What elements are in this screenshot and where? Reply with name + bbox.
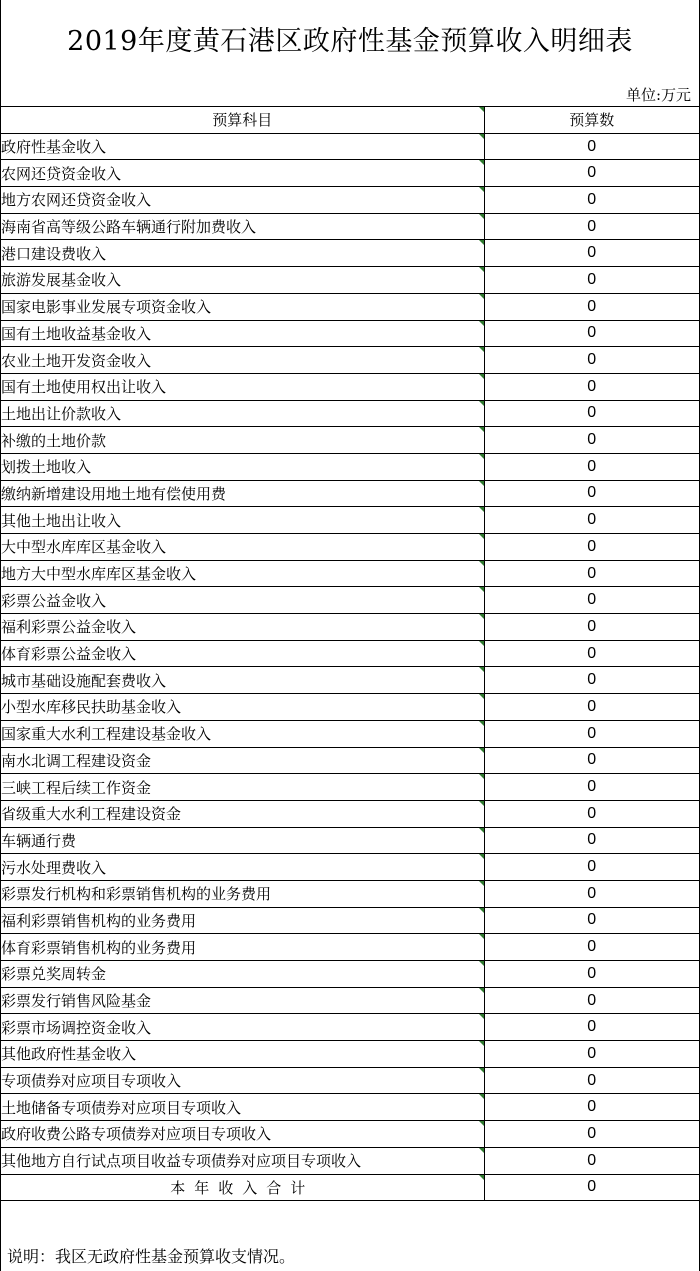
amount-value: 0 (587, 404, 597, 422)
amount-cell[interactable] (484, 320, 699, 347)
amount-value: 0 (587, 564, 597, 582)
subject-name: 大中型水库库区基金收入 (1, 538, 167, 557)
amount-cell[interactable] (484, 961, 699, 988)
amount-value: 0 (587, 324, 597, 342)
amount-cell[interactable] (484, 854, 699, 881)
subject-cell[interactable] (1, 720, 484, 747)
subject-name: 彩票发行销售风险基金 (1, 992, 152, 1011)
amount-value: 0 (587, 1098, 597, 1116)
subject-name: 其他政府性基金收入 (1, 1045, 137, 1064)
subject-cell[interactable] (1, 614, 484, 641)
total-label: 本年收入合计 (170, 1178, 315, 1197)
cell-marker-icon (479, 374, 484, 379)
subject-cell[interactable] (1, 640, 484, 667)
amount-cell[interactable] (484, 400, 699, 427)
cell-marker-icon (479, 961, 484, 966)
cell-marker-icon (479, 214, 484, 219)
subject-cell[interactable] (1, 1121, 484, 1148)
subject-cell[interactable] (1, 827, 484, 854)
cell-marker-icon (479, 694, 484, 699)
subject-name: 港口建设费收入 (1, 244, 107, 263)
cell-marker-icon (479, 294, 484, 299)
subject-cell[interactable] (1, 907, 484, 934)
subject-name: 划拨土地收入 (1, 458, 92, 477)
amount-value: 0 (587, 911, 597, 929)
amount-cell[interactable] (484, 160, 699, 187)
table-row (1, 640, 699, 667)
amount-cell[interactable] (484, 774, 699, 801)
subject-cell[interactable] (1, 187, 484, 214)
subject-name: 政府性基金收入 (1, 138, 107, 157)
subject-cell[interactable] (1, 347, 484, 374)
subject-name: 土地储备专项债券对应项目专项收入 (1, 1098, 242, 1117)
table-row (1, 880, 699, 907)
subject-name: 海南省高等级公路车辆通行附加费收入 (1, 218, 257, 237)
cell-marker-icon (479, 134, 484, 139)
table-row (1, 534, 699, 561)
table-row (1, 400, 699, 427)
subject-name: 缴纳新增建设用地土地有偿使用费 (1, 484, 227, 503)
amount-value: 0 (587, 511, 597, 529)
subject-cell[interactable] (1, 293, 484, 320)
table-header-row (1, 107, 699, 134)
amount-value: 0 (587, 858, 597, 876)
amount-cell[interactable] (484, 1094, 699, 1121)
table-row (1, 987, 699, 1014)
amount-value: 0 (587, 671, 597, 689)
subject-name: 旅游发展基金收入 (1, 271, 122, 290)
subject-name: 福利彩票销售机构的业务费用 (1, 911, 197, 930)
subject-cell[interactable] (1, 694, 484, 721)
table-row (1, 934, 699, 961)
amount-value: 0 (587, 938, 597, 956)
subject-cell[interactable] (1, 373, 484, 400)
amount-value: 0 (587, 351, 597, 369)
cell-marker-icon (479, 187, 484, 192)
subject-cell[interactable] (1, 800, 484, 827)
amount-value: 0 (587, 724, 597, 742)
cell-marker-icon (479, 507, 484, 512)
amount-value: 0 (587, 1044, 597, 1062)
subject-cell[interactable] (1, 1014, 484, 1041)
subject-name: 政府收费公路专项债券对应项目专项收入 (1, 1125, 272, 1144)
table-row (1, 213, 699, 240)
table-row (1, 453, 699, 480)
subject-name: 其他地方自行试点项目收益专项债券对应项目专项收入 (1, 1152, 362, 1171)
table-row (1, 320, 699, 347)
amount-value: 0 (587, 377, 597, 395)
cell-marker-icon (479, 721, 484, 726)
subject-cell[interactable] (1, 880, 484, 907)
subject-name: 车辆通行费 (1, 831, 77, 850)
cell-marker-icon (479, 1014, 484, 1019)
amount-cell[interactable] (484, 453, 699, 480)
subject-name: 专项债券对应项目专项收入 (1, 1072, 182, 1091)
amount-value: 0 (587, 457, 597, 475)
amount-cell[interactable] (484, 934, 699, 961)
subject-cell[interactable] (1, 1147, 484, 1174)
subject-name: 国有土地收益基金收入 (1, 324, 152, 343)
subject-cell[interactable] (1, 747, 484, 774)
subject-cell[interactable] (1, 133, 484, 160)
amount-cell[interactable] (484, 694, 699, 721)
cell-marker-icon (479, 854, 484, 859)
table-row (1, 480, 699, 507)
subject-name: 国有土地使用权出让收入 (1, 378, 167, 397)
amount-value: 0 (587, 431, 597, 449)
subject-name: 土地出让价款收入 (1, 404, 122, 423)
table-row (1, 1041, 699, 1068)
amount-cell[interactable] (484, 534, 699, 561)
cell-marker-icon (479, 321, 484, 326)
subject-cell[interactable] (1, 1067, 484, 1094)
amount-cell[interactable] (484, 667, 699, 694)
header-subject[interactable] (1, 107, 484, 134)
amount-cell[interactable] (484, 293, 699, 320)
table-row (1, 747, 699, 774)
amount-value: 0 (587, 831, 597, 849)
subject-cell[interactable] (1, 453, 484, 480)
table-row (1, 614, 699, 641)
budget-table (1, 106, 699, 1201)
amount-cell[interactable] (484, 1014, 699, 1041)
subject-cell[interactable] (1, 1041, 484, 1068)
cell-marker-icon (479, 881, 484, 886)
cell-marker-icon (479, 1148, 484, 1153)
cell-marker-icon (479, 934, 484, 939)
table-row (1, 1147, 699, 1174)
amount-value: 0 (587, 964, 597, 982)
table-row (1, 720, 699, 747)
amount-value: 0 (587, 190, 597, 208)
cell-marker-icon (479, 1121, 484, 1126)
amount-cell[interactable] (484, 587, 699, 614)
amount-cell[interactable] (484, 880, 699, 907)
table-row (1, 347, 699, 374)
amount-cell[interactable] (484, 907, 699, 934)
cell-marker-icon (479, 347, 484, 352)
subject-name: 地方农网还贷资金收入 (1, 191, 152, 210)
amount-value: 0 (587, 297, 597, 315)
amount-value: 0 (587, 617, 597, 635)
amount-value: 0 (587, 1071, 597, 1089)
subject-name: 彩票市场调控资金收入 (1, 1018, 152, 1037)
subject-cell[interactable] (1, 667, 484, 694)
subject-name: 彩票兑奖周转金 (1, 965, 107, 984)
cell-marker-icon (479, 481, 484, 486)
amount-cell[interactable] (484, 240, 699, 267)
table-row (1, 507, 699, 534)
amount-value: 0 (587, 591, 597, 609)
amount-value: 0 (587, 217, 597, 235)
table-row (1, 907, 699, 934)
subject-cell[interactable] (1, 400, 484, 427)
cell-marker-icon (479, 267, 484, 272)
subject-name: 福利彩票公益金收入 (1, 618, 137, 637)
subject-cell[interactable] (1, 320, 484, 347)
cell-marker-icon (479, 774, 484, 779)
subject-name: 彩票发行机构和彩票销售机构的业务费用 (1, 885, 272, 904)
total-row (1, 1174, 699, 1201)
table-row (1, 133, 699, 160)
total-label-cell[interactable] (1, 1174, 484, 1201)
amount-value: 0 (587, 270, 597, 288)
amount-value: 0 (587, 1018, 597, 1036)
subject-cell[interactable] (1, 560, 484, 587)
amount-cell[interactable] (484, 187, 699, 214)
subject-cell[interactable] (1, 507, 484, 534)
subject-name: 国家重大水利工程建设基金收入 (1, 725, 212, 744)
table-row (1, 1014, 699, 1041)
amount-cell[interactable] (484, 827, 699, 854)
cell-marker-icon (479, 454, 484, 459)
subject-cell[interactable] (1, 987, 484, 1014)
amount-value: 0 (587, 1124, 597, 1142)
amount-cell[interactable] (484, 800, 699, 827)
cell-marker-icon (479, 641, 484, 646)
amount-cell[interactable] (484, 427, 699, 454)
cell-marker-icon (479, 401, 484, 406)
amount-value: 0 (587, 137, 597, 155)
table-row (1, 1121, 699, 1148)
cell-marker-icon (479, 160, 484, 165)
page-title: 2019年度黄石港区政府性基金预算收入明细表 (67, 26, 633, 57)
table-row (1, 240, 699, 267)
table-row (1, 587, 699, 614)
amount-cell[interactable] (484, 1121, 699, 1148)
table-row (1, 694, 699, 721)
unit-label: 单位:万元 (625, 86, 691, 104)
amount-cell[interactable] (484, 507, 699, 534)
subject-name: 南水北调工程建设资金 (1, 751, 152, 770)
cell-marker-icon (479, 427, 484, 432)
subject-cell[interactable] (1, 774, 484, 801)
subject-cell[interactable] (1, 587, 484, 614)
amount-value: 0 (587, 1151, 597, 1169)
amount-cell[interactable] (484, 560, 699, 587)
table-row (1, 267, 699, 294)
subject-cell[interactable] (1, 934, 484, 961)
amount-value: 0 (587, 484, 597, 502)
amount-cell[interactable] (484, 133, 699, 160)
header-amount-label: 预算数 (569, 111, 615, 130)
subject-name: 彩票公益金收入 (1, 591, 107, 610)
cell-marker-icon (479, 988, 484, 993)
cell-marker-icon (479, 561, 484, 566)
amount-cell[interactable] (484, 1067, 699, 1094)
subject-cell[interactable] (1, 213, 484, 240)
amount-value: 0 (587, 991, 597, 1009)
amount-cell[interactable] (484, 640, 699, 667)
subject-name: 小型水库移民扶助基金收入 (1, 698, 182, 717)
total-value: 0 (587, 1178, 597, 1196)
amount-cell[interactable] (484, 614, 699, 641)
cell-marker-icon (479, 828, 484, 833)
cell-marker-icon (479, 587, 484, 592)
subject-cell[interactable] (1, 267, 484, 294)
amount-value: 0 (587, 697, 597, 715)
header-subject-label: 预算科目 (212, 111, 273, 130)
cell-marker-icon (479, 1175, 484, 1180)
cell-marker-icon (479, 908, 484, 913)
amount-value: 0 (587, 644, 597, 662)
note-text: 说明：我区无政府性基金预算收支情况。 (7, 1247, 296, 1266)
cell-marker-icon (479, 1041, 484, 1046)
subject-name: 农网还贷资金收入 (1, 164, 122, 183)
amount-value: 0 (587, 751, 597, 769)
cell-marker-icon (479, 801, 484, 806)
amount-value: 0 (587, 778, 597, 796)
amount-cell[interactable] (484, 720, 699, 747)
subject-name: 省级重大水利工程建设资金 (1, 805, 182, 824)
subject-name: 农业土地开发资金收入 (1, 351, 152, 370)
cell-marker-icon (479, 534, 484, 539)
cell-marker-icon (479, 107, 484, 112)
amount-cell[interactable] (484, 373, 699, 400)
amount-cell[interactable] (484, 987, 699, 1014)
subject-cell[interactable] (1, 240, 484, 267)
table-row (1, 1094, 699, 1121)
subject-cell[interactable] (1, 534, 484, 561)
amount-cell[interactable] (484, 1147, 699, 1174)
cell-marker-icon (479, 240, 484, 245)
amount-cell[interactable] (484, 347, 699, 374)
amount-value: 0 (587, 884, 597, 902)
subject-cell[interactable] (1, 854, 484, 881)
table-row (1, 961, 699, 988)
amount-value: 0 (587, 804, 597, 822)
subject-name: 城市基础设施配套费收入 (1, 671, 167, 690)
amount-value: 0 (587, 164, 597, 182)
subject-name: 地方大中型水库库区基金收入 (1, 565, 197, 584)
subject-name: 补缴的土地价款 (1, 431, 107, 450)
table-row (1, 800, 699, 827)
subject-name: 体育彩票公益金收入 (1, 645, 137, 664)
table-row (1, 774, 699, 801)
subject-name: 国家电影事业发展专项资金收入 (1, 298, 212, 317)
amount-value: 0 (587, 537, 597, 555)
cell-marker-icon (479, 614, 484, 619)
table-row (1, 560, 699, 587)
subject-name: 三峡工程后续工作资金 (1, 778, 152, 797)
table-row (1, 667, 699, 694)
amount-cell[interactable] (484, 747, 699, 774)
header-amount[interactable] (484, 107, 699, 134)
subject-name: 污水处理费收入 (1, 858, 107, 877)
subject-name: 其他土地出让收入 (1, 511, 122, 530)
total-value-cell[interactable] (484, 1174, 699, 1201)
amount-cell[interactable] (484, 480, 699, 507)
amount-cell[interactable] (484, 267, 699, 294)
subject-cell[interactable] (1, 427, 484, 454)
cell-marker-icon (479, 1068, 484, 1073)
table-row (1, 373, 699, 400)
subject-cell[interactable] (1, 160, 484, 187)
cell-marker-icon (479, 1094, 484, 1099)
amount-value: 0 (587, 244, 597, 262)
table-row (1, 854, 699, 881)
table-row (1, 827, 699, 854)
table-row (1, 187, 699, 214)
amount-cell[interactable] (484, 213, 699, 240)
subject-cell[interactable] (1, 1094, 484, 1121)
subject-cell[interactable] (1, 961, 484, 988)
table-row (1, 160, 699, 187)
subject-cell[interactable] (1, 480, 484, 507)
table-row (1, 427, 699, 454)
table-row (1, 293, 699, 320)
table-row (1, 1067, 699, 1094)
subject-name: 体育彩票销售机构的业务费用 (1, 938, 197, 957)
cell-marker-icon (479, 748, 484, 753)
cell-marker-icon (479, 667, 484, 672)
amount-cell[interactable] (484, 1041, 699, 1068)
